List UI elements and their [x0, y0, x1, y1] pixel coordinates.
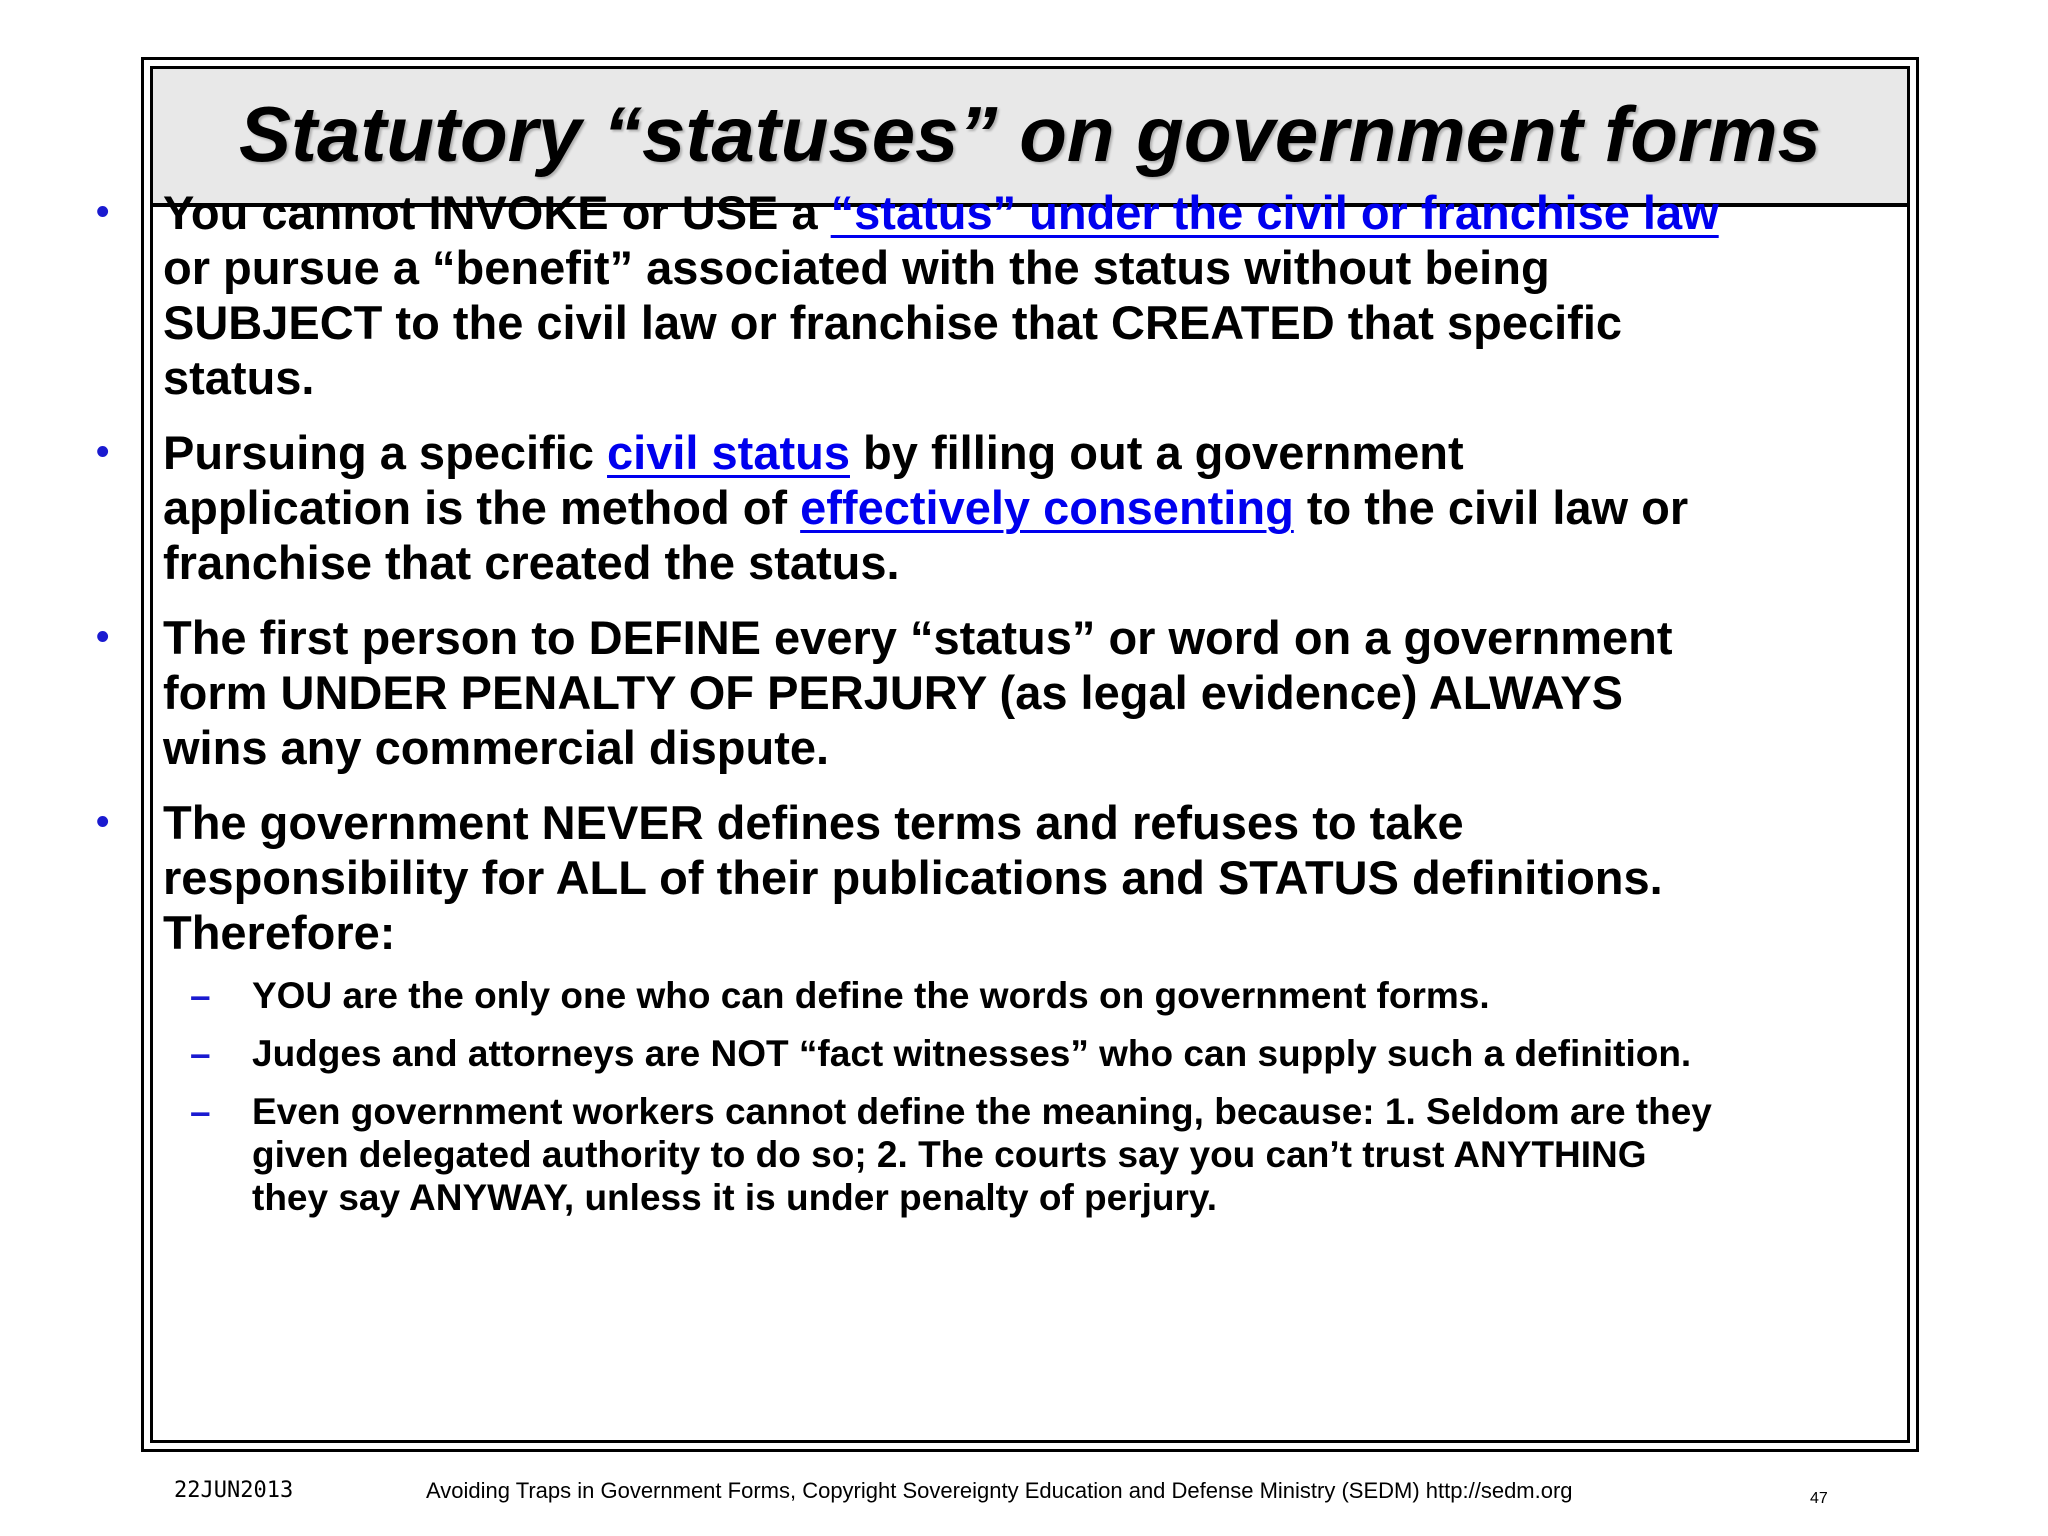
sub-bullet-text: Even government workers cannot define the meaning, because: 1. Seldom are they given delegated authority to do so; 2. The courts say you can’t trust ANYTHING they say ANYWAY, unless it is under penalty of perjury.	[252, 1091, 1712, 1218]
bullet-item	[93, 185, 1723, 405]
bullet-icon: •	[96, 191, 110, 233]
bullet-icon: •	[96, 431, 110, 473]
sub-bullet-text: Judges and attorneys are NOT “fact witnesses” who can supply such a definition.	[252, 1033, 1692, 1074]
bullet-item	[93, 425, 1723, 590]
sub-bullet-item	[93, 1032, 1723, 1075]
bullet-text: You cannot INVOKE or USE a	[163, 186, 831, 239]
footer-copyright: Avoiding Traps in Government Forms, Copyright Sovereignty Education and Defense Ministry (SEDM) http://sedm.org	[426, 1478, 1573, 1503]
bullet-text: The government NEVER defines terms and refuses to take responsibility for ALL of their publications and STATUS definitions. Therefore:	[163, 796, 1663, 959]
bullet-item	[93, 610, 1723, 775]
bullet-icon: •	[96, 801, 110, 843]
bullet-text: by filling out a government application is the method of	[163, 426, 1464, 534]
bullet-text: Pursuing a specific	[163, 426, 608, 479]
bullet-icon: •	[96, 616, 110, 658]
civil-status-link[interactable]: civil status	[607, 426, 850, 479]
effectively-consenting-link[interactable]: effectively consenting	[800, 481, 1294, 534]
slide-title: Statutory “statuses” on government forms	[239, 89, 1821, 178]
footer-date: 22JUN2013	[174, 1478, 294, 1503]
sub-bullet-text: YOU are the only one who can define the words on government forms.	[252, 975, 1490, 1016]
bullet-text: or pursue a “benefit” associated with the status without being SUBJECT to the civil law or franchise that CREATED that specific status.	[163, 241, 1623, 404]
dash-icon: –	[190, 975, 211, 1016]
page-number: 47	[1810, 1490, 1828, 1507]
sub-bullet-item	[93, 1090, 1723, 1219]
bullet-item	[93, 795, 1723, 960]
status-civil-franchise-link[interactable]: “status” under the civil or franchise law	[830, 186, 1719, 239]
sub-bullet-item	[93, 974, 1723, 1017]
slide-content	[93, 185, 1723, 1234]
bullet-text: The first person to DEFINE every “status” or word on a government form UNDER PENALTY OF PERJURY (as legal evidence) ALWAYS wins any commercial dispute.	[163, 611, 1673, 774]
dash-icon: –	[190, 1091, 211, 1132]
bullet-text: to the civil law or franchise that created the status.	[163, 481, 1689, 589]
dash-icon: –	[190, 1033, 211, 1074]
